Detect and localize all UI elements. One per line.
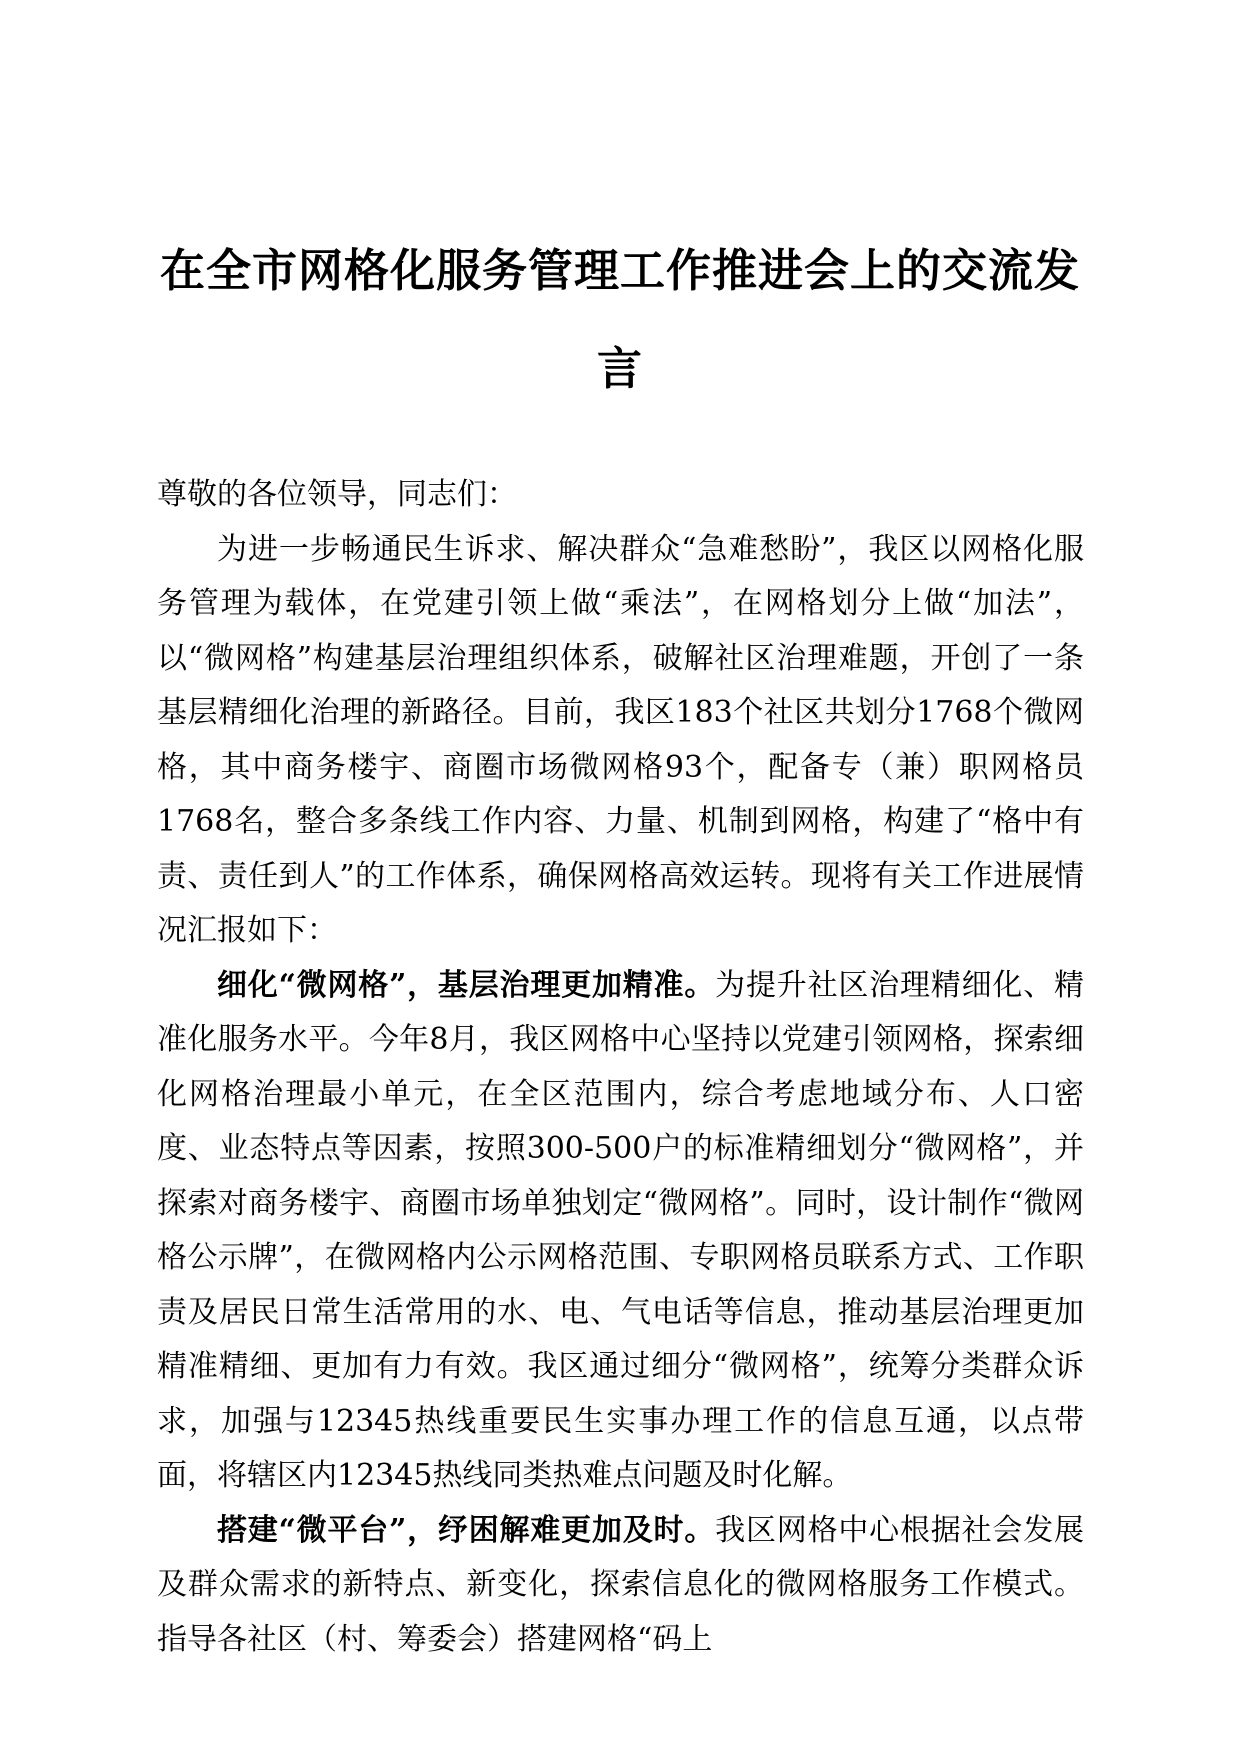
section-heading-1: 细化“微网格”，基层治理更加精准。	[217, 967, 716, 1003]
section-text-2: 我区网格中心根据社会发展及群众需求的新特点、新变化，探索信息化的微网格服务工作模式。指导各社区（村、筹委会）搭建网格“码上	[157, 1512, 1085, 1657]
document-title: 在全市网格化服务管理工作推进会上的交流发言	[159, 244, 1080, 395]
section-text-1: 为提升社区治理精细化、精准化服务水平。今年8月，我区网格中心坚持以党建引领网格，探索细化网格治理最小单元，在全区范围内，综合考虑地域分布、人口密度、业态特点等因素，按照300-500户的标准精细划分“微网格”，并探索对商务楼宇、商圈市场单独划定“微网格”。同时，设计制作“微网格公示牌”，在微网格内公示网格范围、专职网格员联系方式、工作职责及居民日常生活常用的水、电、气电话等信息，推动基层治理更加精准精细、更加有力有效。我区通过细分“微网格”，统筹分类群众诉求，加强与12345热线重要民生实事办理工作的信息互通，以点带面，将辖区内12345热线同类热难点问题及时化解。	[157, 967, 1085, 1493]
salutation: 尊敬的各位领导，同志们：	[157, 477, 517, 512]
intro-paragraph: 为进一步畅通民生诉求、解决群众“急难愁盼”，我区以网格化服务管理为载体，在党建引领上做“乘法”，在网格划分上做“加法”，以“微网格”构建基层治理组织体系，破解社区治理难题，开创了一条基层精细化治理的新路径。目前，我区183个社区共划分1768个微网格，其中商务楼宇、商圈市场微网格93个，配备专（兼）职网格员1768名，整合多条线工作内容、力量、机制到网格，构建了“格中有责、责任到人”的工作体系，确保网格高效运转。现将有关工作进展情况汇报如下：	[157, 531, 1084, 948]
section-paragraph-1	[157, 959, 1084, 1504]
section-paragraph-2	[157, 1504, 1084, 1668]
document-body	[157, 468, 1084, 1667]
section-heading-2: 搭建“微平台”，纾困解难更加及时。	[217, 1512, 716, 1548]
